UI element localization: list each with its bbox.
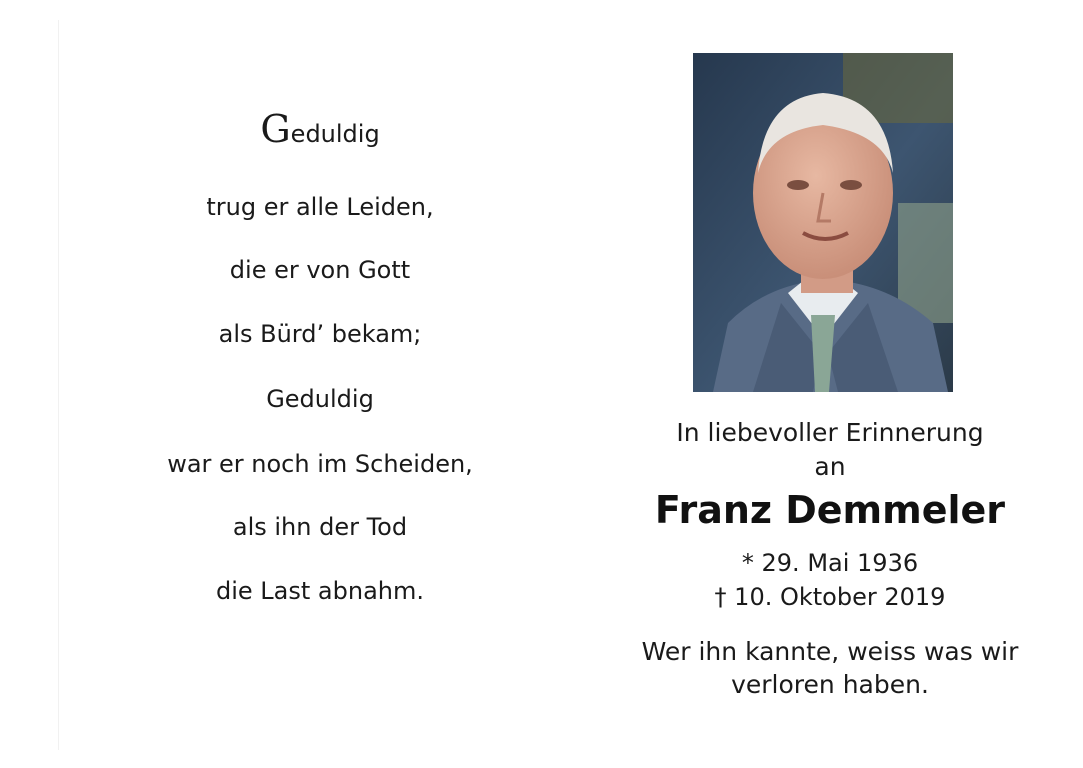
poem-line-1 — [120, 107, 520, 151]
deceased-name: Franz Demmeler — [654, 488, 1006, 532]
poem-line-3: die er von Gott — [229, 256, 411, 284]
portrait-photo — [693, 53, 953, 392]
memorial-an: an — [814, 452, 846, 481]
poem-line-7: als ihn der Tod — [232, 513, 408, 541]
poem-line-6: war er noch im Scheiden, — [167, 450, 473, 478]
poem-drop-cap: G — [260, 107, 291, 151]
portrait-illustration — [693, 53, 953, 392]
poem-line-5: Geduldig — [266, 385, 374, 413]
closing-quote-line-1: Wer ihn kannte, weiss was wir — [641, 637, 1019, 666]
death-date: † 10. Oktober 2019 — [714, 583, 946, 611]
poem-line-8: die Last abnahm. — [216, 577, 424, 605]
poem-first-word-rest: eduldig — [290, 120, 380, 148]
memorial-heading: In liebevoller Erinnerung — [676, 418, 984, 447]
birth-date: * 29. Mai 1936 — [741, 549, 919, 577]
closing-quote-line-2: verloren haben. — [731, 670, 929, 699]
card-fold-line — [58, 20, 59, 750]
poem-line-4: als Bürd’ bekam; — [218, 320, 422, 348]
poem-line-2: trug er alle Leiden, — [206, 193, 434, 221]
